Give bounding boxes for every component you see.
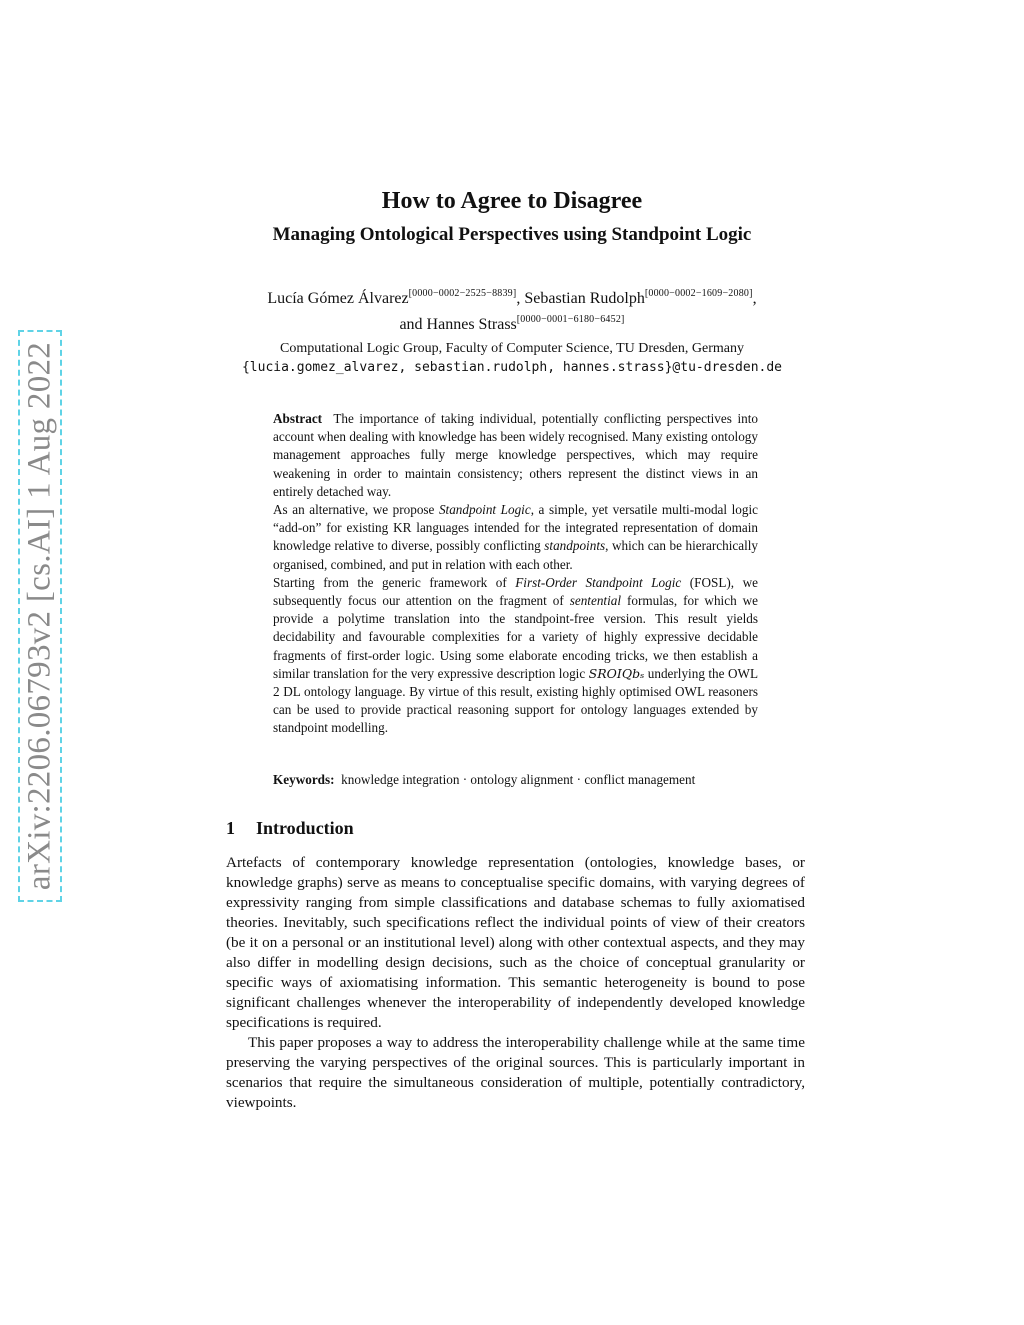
body-paragraph: This paper proposes a way to address the interoperability challenge while at the same time preserving the varying perspectives of the original sources. This is particularly important in scenarios that require the simultaneous consideration of multiple, potentially contradictory, viewpoints. xyxy=(226,1034,805,1111)
abstract-text: Starting from the generic framework of xyxy=(273,574,516,590)
abstract-emphasis: sentential xyxy=(569,593,621,609)
abstract-text: , which can be hierarchically organised, combined, and put in relation with each other. xyxy=(273,538,758,572)
abstract-text: underlying the OWL 2 DL ontology language. By virtue of this result, existing highly optimised OWL reasoners can be used to provide practical reasoning support for ontology languages extended by standpoint modelling. xyxy=(273,665,759,736)
author-separator: , xyxy=(752,290,757,307)
abstract-text: The importance of taking individual, potentially conflicting perspectives into account when dealing with knowledge has been widely recognised. Many existing ontology management approaches fully merge knowledge perspectives, which may require weakening in order to maintain consistency; others represent the distinct views in an entirely detached way. xyxy=(273,411,759,499)
abstract xyxy=(273,410,758,738)
section-number: 1 xyxy=(226,818,235,838)
section-title: Introduction xyxy=(256,818,354,838)
abstract-paragraph xyxy=(273,410,758,501)
author-emails[interactable]: {lucia.gomez_alvarez, sebastian.rudolph, hannes.strass}@tu-dresden.de xyxy=(241,360,783,375)
paper-subtitle: Managing Ontological Perspectives using Standpoint Logic xyxy=(272,224,752,245)
abstract-text: (FOSL), we subsequently focus our attention on the fragment of xyxy=(273,574,758,609)
orcid-id[interactable]: [0000−0002−1609−2080] xyxy=(644,288,753,299)
abstract-emphasis: First-Order Standpoint Logic xyxy=(515,574,682,590)
abstract-paragraph xyxy=(273,574,758,738)
author-name: Lucía Gómez Álvarez xyxy=(267,290,409,307)
abstract-paragraph xyxy=(273,501,758,574)
keywords-list: knowledge integration · ontology alignment · conflict management xyxy=(341,772,696,787)
abstract-label: Abstract xyxy=(273,411,323,426)
orcid-id[interactable]: [0000−0001−6180−6452] xyxy=(516,314,625,325)
section-heading xyxy=(226,818,354,839)
arxiv-identifier[interactable]: arXiv:2206.06793v2 [cs.AI] 1 Aug 2022 xyxy=(21,341,58,891)
abstract-emphasis: standpoints xyxy=(544,538,606,554)
orcid-id[interactable]: [0000−0002−2525−8839] xyxy=(408,288,517,299)
logic-name: SROIQbₛ xyxy=(588,665,645,681)
abstract-text: formulas, for which we provide a polytime translation into the standpoint-free version. This result yields decidability and favourable complexities for a variety of highly expressive decidable fragments of first-order logic. Using some elaborate encoding tricks, we then establish a similar translation for the very expressive description logic xyxy=(273,593,758,681)
abstract-text: , a simple, yet versatile multi-modal logic “add-on” for existing KR languages intended for the integrated representation of domain knowledge relative to diverse, possibly conflicting xyxy=(273,502,758,554)
paper-title: How to Agree to Disagree xyxy=(381,188,643,214)
author-name: , Sebastian Rudolph xyxy=(516,290,645,307)
keywords-label: Keywords: xyxy=(273,772,335,787)
abstract-emphasis: Standpoint Logic xyxy=(438,502,531,518)
affiliation: Computational Logic Group, Faculty of Computer Science, TU Dresden, Germany xyxy=(280,341,744,356)
keywords xyxy=(273,772,758,788)
author-name: and Hannes Strass xyxy=(399,316,517,333)
author-list xyxy=(0,283,1024,335)
body-paragraph: Artefacts of contemporary knowledge representation (ontologies, knowledge bases, or knowledge graphs) serve as means to conceptualise specific domains, with varying degrees of expressivity ranging from simple classifications and database schemas to fully axiomatised theories. Inevitably, such specifications reflect the individual points of view of their creators (be it on a personal or an institutional level) along with other contextual aspects, and they may also differ in modelling design decisions, such as the choice of conceptual granularity or specific ways of axiomatising information. This semantic heterogeneity is bound to pose significant challenges whenever the interoperability of independently developed knowledge specifications is required. xyxy=(226,854,805,1031)
introduction-body xyxy=(226,853,805,1113)
abstract-text: As an alternative, we propose xyxy=(273,502,439,518)
